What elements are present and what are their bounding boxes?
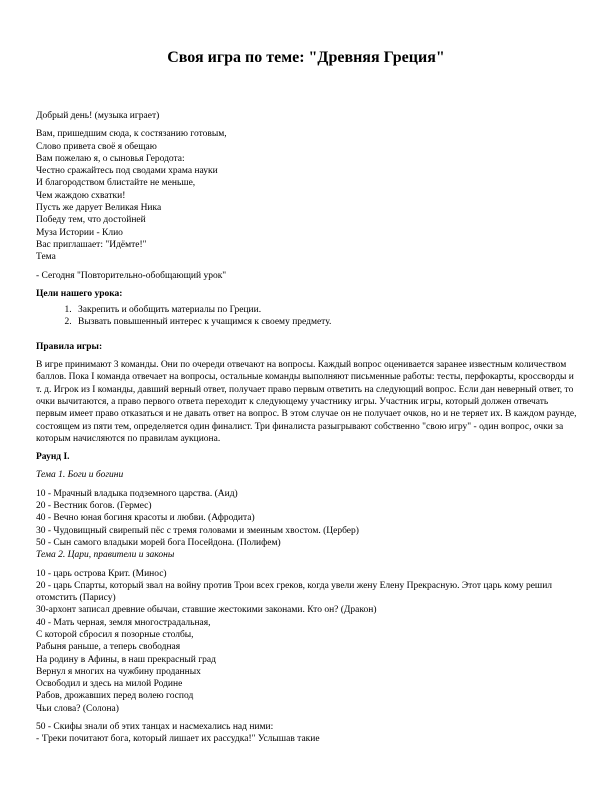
poem-line: Честно сражайтесь под сводами храма науки [36,166,218,177]
goal-item: 2. Вызвать повышенный интерес к учащимся к своему предмету. [74,316,581,328]
question-line: Рабыня раньше, а теперь свободная [36,642,181,653]
document-body [36,110,581,746]
goals-heading: Цели нашего урока: [36,288,123,299]
rules-heading: Правила игры: [36,341,103,352]
theme-2-questions [36,568,581,716]
question-line: 50 - Скифы знали об этих танцах и насмехались над ними: [36,722,274,733]
page-title: Своя игра по теме: "Древняя Греция" [167,49,445,66]
theme-1-title: Тема 1. Боги и богини [36,470,124,481]
poem-line: Вас приглашает: "Идёмте!" [36,239,147,250]
question-line: Вернул я многих на чужбину проданных [36,666,201,677]
poem-line: И благородством блистайте не меньше, [36,178,196,189]
question-line: 50 - Сын самого владыки морей бога Посейдона. (Полифем) [36,537,281,548]
question-line: На родину в Афины, в наш прекрасный град [36,654,216,665]
rules-text: В игре принимают 3 команды. Они по очереди отвечают на вопросы. Каждый вопрос оценивается заранее известным количеством баллов. Пока I команда отвечает на вопросы, остальные команды выполняют письменные работы: тесты, перфокарты, кроссворды и т. д. Игрок из I команды, давший верный ответ, получает право первым ответить на следующий вопрос. Если дан неверный ответ, то очки вычитаются, а право первого ответа переходит к следующему участнику игры. Участник игры, который должен отвечать первым имеет право отказаться и не давать ответ на вопрос. В этом случае он не получает очков, но и не теряет их. В каждом раунде, состоящем из пяти тем, определяется один финалист. Три финалиста разыгрывают собственно "свою игру" - один вопрос, очки за которым начисляются по правилам аукциона. [36,360,577,444]
round-heading: Раунд I. [36,452,70,463]
goal-item: 1. Закрепить и обобщить материалы по Греции. [74,304,581,316]
question-line: С которой сбросил я позорные столбы, [36,629,194,640]
intro-line: Добрый день! (музыка играет) [36,111,160,121]
poem-line: Муза Истории - Клио [36,227,123,238]
poem-line: Пусть же дарует Великая Ника [36,203,162,214]
question-line: 30-архонт записал древние обычаи, ставшие жестокими законами. Кто он? (Дракон) [36,605,377,616]
question-line: Рабов, дрожавших перед волею господ [36,691,194,702]
question-line: 40 - Вечно юная богиня красоты и любви. (Афродита) [36,513,255,524]
question-line: - 'Греки почитают бога, который лишает их рассудка!" Услышав такие [36,734,320,745]
theme-1-questions [36,488,581,549]
question-line: Освободил и здесь на милой Родине [36,679,183,690]
poem-line: Тема [36,252,56,263]
question-line: 10 - Мрачный владыка подземного царства. (Аид) [36,488,238,499]
question-line: Чьи слова? (Солона) [36,703,119,714]
question-line: 20 - царь Спарты, который звал на войну против Трои всех греков, когда увели жену Елену Прекрасную. Этот царь кому решил отомстить (Парису) [36,580,553,604]
goals-list [36,304,581,329]
lesson-line: - Сегодня "Повторительно-обобщающий урок" [36,270,227,281]
poem-line: Чем жаждою схватки! [36,190,126,201]
poem-line: Победу тем, что достойней [36,215,146,226]
question-line: 40 - Мать черная, земля многострадальная, [36,617,211,628]
poem [36,128,581,263]
poem-line: Вам, пришедшим сюда, к состязанию готовым, [36,129,227,140]
theme-2-title: Тема 2. Цари, правители и законы [36,550,175,561]
theme-3-start [36,721,581,746]
question-line: 10 - царь острова Крит. (Минос) [36,568,167,579]
question-line: 20 - Вестник богов. (Гермес) [36,501,152,512]
question-line: 30 - Чудовищный свирепый пёс с тремя головами и змеиным хвостом. (Цербер) [36,525,359,536]
poem-line: Слово привета своё я обещаю [36,141,157,152]
poem-line: Вам пожелаю я, о сыновья Геродота: [36,153,185,164]
